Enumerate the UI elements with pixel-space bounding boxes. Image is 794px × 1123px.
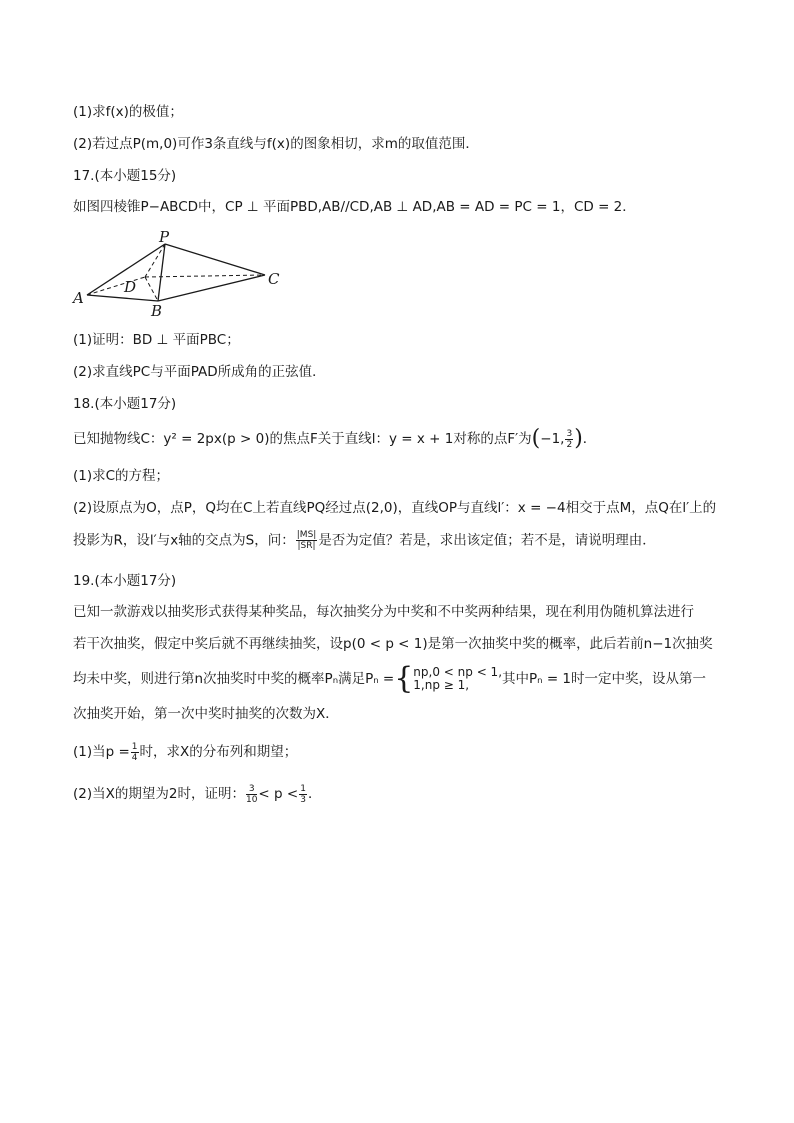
q19-line3: 均未中奖，则进行第n次抽奖时中奖的概率Pₙ满足Pₙ = { np,0 < np < 1, 1,np ≥ 1, 其中Pₙ = 1时一定中奖，设从第一 bbox=[73, 661, 707, 696]
q19-line2: 若干次抽奖，假定中奖后就不再继续抽奖，设p(0 < p < 1)是第一次抽奖中奖的概率，此后若前n−1次抽奖 bbox=[73, 636, 713, 652]
q18-stem: 已知抛物线C：y² = 2px(p > 0)的焦点F关于直线l：y = x + 1对称的点F′为(−1, $\frac{3}{2}$ )． bbox=[73, 426, 597, 451]
q19-p-fraction: $\frac{1}{4}$ bbox=[131, 741, 138, 763]
q16-part1: (1)求f(x)的极值； bbox=[73, 104, 183, 120]
q17-pyramid-figure bbox=[70, 228, 290, 318]
q19-lower-bound-fraction: $\frac{3}{10}$ bbox=[245, 783, 258, 805]
vertex-label-b: B bbox=[151, 302, 163, 318]
q18-part1: (1)求C的方程； bbox=[73, 468, 170, 484]
vertex-label-d: D bbox=[124, 278, 137, 296]
q18-ratio-fraction: $\frac{|MS|}{|SR|}$ bbox=[296, 530, 317, 551]
q19-line4: 次抽奖开始，第一次中奖时抽奖的次数为X． bbox=[73, 706, 339, 722]
q17-part1: (1)证明：BD ⊥ 平面PBC； bbox=[73, 332, 240, 348]
q19-upper-bound-fraction: $\frac{1}{3}$ bbox=[300, 783, 306, 805]
q18-point-y-fraction: $\frac{3}{2}$ bbox=[566, 428, 573, 450]
q19-piecewise: { np,0 < np < 1, 1,np ≥ 1, bbox=[394, 661, 503, 696]
vertex-label-c: C bbox=[268, 270, 280, 288]
q16-part2: (2)若过点P(m,0)可作3条直线与f(x)的图象相切，求m的取值范围． bbox=[73, 136, 479, 152]
q18-part2-line2: 投影为R，设l′与x轴的交点为S，问： $\frac{|MS|}{|SR|}$ 是否为定值？若是，求出该定值；若不是，请说明理由． bbox=[73, 530, 656, 551]
vertex-label-a: A bbox=[73, 289, 84, 307]
q19-header: 19.(本小题17分) bbox=[73, 573, 177, 589]
q17-stem: 如图四棱锥P−ABCD中，CP ⊥ 平面PBD,AB//CD,AB ⊥ AD,AB = AD = PC = 1，CD = 2． bbox=[73, 199, 636, 215]
q17-part2: (2)求直线PC与平面PAD所成角的正弦值． bbox=[73, 364, 326, 380]
vertex-label-p: P bbox=[159, 228, 170, 246]
q18-point-x: −1, bbox=[540, 431, 565, 447]
q19-part2: (2)当X的期望为2时，证明： $\frac{3}{10}$ < p < $\frac{1}{3}$ ． bbox=[73, 783, 322, 805]
q19-line1: 已知一款游戏以抽奖形式获得某种奖品，每次抽奖分为中奖和不中奖两种结果，现在利用伪随机算法进行 bbox=[73, 604, 694, 620]
q19-part1: (1)当p = $\frac{1}{4}$ 时，求X的分布列和期望； bbox=[73, 741, 298, 763]
q18-part2-line1: (2)设原点为O，点P，Q均在C上若直线PQ经过点(2,0)，直线OP与直线l′：x = −4相交于点M，点Q在l′上的 bbox=[73, 500, 717, 516]
q18-header: 18.(本小题17分) bbox=[73, 396, 177, 412]
q17-header: 17.(本小题15分) bbox=[73, 168, 177, 184]
q18-stem-text: 已知抛物线C：y² = 2px(p > 0)的焦点F关于直线l：y = x + 1对称的点F′为 bbox=[73, 431, 532, 447]
